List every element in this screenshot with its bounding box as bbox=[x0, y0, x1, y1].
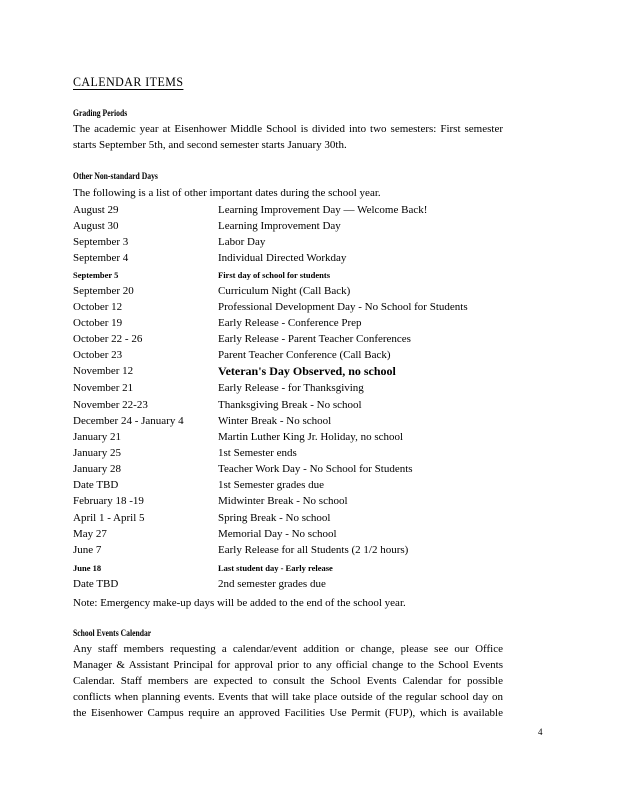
calendar-event: Martin Luther King Jr. Holiday, no school bbox=[218, 431, 404, 443]
calendar-event: Winter Break - No school bbox=[218, 415, 332, 427]
calendar-event: 2nd semester grades due bbox=[218, 578, 326, 590]
calendar-date: September 20 bbox=[73, 285, 134, 297]
school-events-line-5: the Eisenhower Campus require an approved Facilities Use Permit (FUP), which is available bbox=[73, 707, 503, 719]
calendar-row bbox=[73, 331, 493, 347]
school-events-line-2: Manager & Assistant Principal for approval prior to any official change to the School Events bbox=[73, 659, 503, 671]
calendar-date: October 12 bbox=[73, 301, 123, 313]
calendar-event: Spring Break - No school bbox=[218, 512, 331, 524]
calendar-row bbox=[73, 315, 493, 331]
calendar-date: February 18 -19 bbox=[73, 495, 144, 507]
calendar-row bbox=[73, 560, 493, 576]
calendar-event: Veteran's Day Observed, no school bbox=[218, 364, 396, 378]
calendar-date: September 5 bbox=[73, 270, 119, 280]
calendar-date: August 30 bbox=[73, 220, 119, 232]
calendar-row bbox=[73, 218, 493, 234]
calendar-row bbox=[73, 413, 493, 429]
calendar-row bbox=[73, 283, 493, 299]
calendar-row bbox=[73, 429, 493, 445]
school-events-line-1: Any staff members requesting a calendar/event addition or change, please see our Office bbox=[73, 643, 503, 655]
calendar-date: January 21 bbox=[73, 431, 121, 443]
calendar-date: October 19 bbox=[73, 317, 123, 329]
calendar-event: Thanksgiving Break - No school bbox=[218, 399, 362, 411]
calendar-event: Early Release - Conference Prep bbox=[218, 317, 362, 329]
other-days-heading: Other Non-standard Days bbox=[73, 171, 158, 181]
calendar-event: Individual Directed Workday bbox=[218, 252, 347, 264]
calendar-date: January 28 bbox=[73, 463, 121, 475]
calendar-event: Curriculum Night (Call Back) bbox=[218, 285, 351, 297]
calendar-event: First day of school for students bbox=[218, 270, 330, 280]
calendar-row bbox=[73, 202, 493, 218]
calendar-event: Labor Day bbox=[218, 236, 266, 248]
calendar-row bbox=[73, 380, 493, 396]
calendar-date: September 3 bbox=[73, 236, 129, 248]
calendar-date: May 27 bbox=[73, 528, 107, 540]
calendar-row bbox=[73, 397, 493, 413]
calendar-row bbox=[73, 461, 493, 477]
calendar-row bbox=[73, 526, 493, 542]
calendar-date: January 25 bbox=[73, 447, 121, 459]
calendar-date: September 4 bbox=[73, 252, 129, 264]
calendar-event: Parent Teacher Conference (Call Back) bbox=[218, 349, 391, 361]
calendar-row bbox=[73, 234, 493, 250]
calendar-row bbox=[73, 347, 493, 363]
calendar-row bbox=[73, 267, 493, 283]
calendar-event: 1st Semester ends bbox=[218, 447, 297, 459]
calendar-date: November 22-23 bbox=[73, 399, 148, 411]
calendar-date: June 7 bbox=[73, 544, 102, 556]
calendar-event: Learning Improvement Day — Welcome Back! bbox=[218, 204, 428, 216]
page-title: CALENDAR ITEMS bbox=[73, 74, 184, 89]
school-events-line-3: Calendar. Staff members are expected to consult the School Events Calendar for possible bbox=[73, 675, 503, 687]
calendar-event: Teacher Work Day - No School for Students bbox=[218, 463, 413, 475]
calendar-row bbox=[73, 542, 493, 558]
calendar-date: April 1 - April 5 bbox=[73, 512, 145, 524]
calendar-row bbox=[73, 477, 493, 493]
calendar-date: October 22 - 26 bbox=[73, 333, 143, 345]
grading-paragraph-line-2: starts September 5th, and second semester starts January 30th. bbox=[73, 139, 347, 151]
calendar-date: October 23 bbox=[73, 349, 123, 361]
calendar-row bbox=[73, 576, 493, 592]
calendar-event: Early Release - Parent Teacher Conferences bbox=[218, 333, 411, 345]
grading-periods-heading: Grading Periods bbox=[73, 108, 128, 118]
calendar-date: December 24 - January 4 bbox=[73, 415, 184, 427]
calendar-event: Professional Development Day - No School for Students bbox=[218, 301, 468, 313]
school-events-line-4: conflicts when planning events. Events that will take place outside of the regular school day on bbox=[73, 691, 503, 703]
calendar-row bbox=[73, 445, 493, 461]
make-up-days-note: Note: Emergency make-up days will be added to the end of the school year. bbox=[73, 597, 406, 609]
calendar-date: November 21 bbox=[73, 382, 134, 394]
calendar-date: November 12 bbox=[73, 365, 134, 377]
calendar-event: Memorial Day - No school bbox=[218, 528, 337, 540]
calendar-row bbox=[73, 299, 493, 315]
calendar-event: Midwinter Break - No school bbox=[218, 495, 348, 507]
calendar-row bbox=[73, 510, 493, 526]
calendar-date: June 18 bbox=[73, 563, 102, 573]
calendar-event: Last student day - Early release bbox=[218, 563, 333, 573]
grading-paragraph-line-1: The academic year at Eisenhower Middle School is divided into two semesters: First semester bbox=[73, 123, 503, 135]
calendar-date: August 29 bbox=[73, 204, 119, 216]
calendar-event: 1st Semester grades due bbox=[218, 479, 324, 491]
calendar-event: Early Release - for Thanksgiving bbox=[218, 382, 364, 394]
calendar-row bbox=[73, 363, 493, 379]
calendar-date: Date TBD bbox=[73, 479, 119, 491]
calendar-row bbox=[73, 493, 493, 509]
calendar-event: Early Release for all Students (2 1/2 hours) bbox=[218, 544, 409, 556]
other-days-intro: The following is a list of other important dates during the school year. bbox=[73, 187, 381, 199]
calendar-date: Date TBD bbox=[73, 578, 119, 590]
calendar-event: Learning Improvement Day bbox=[218, 220, 341, 232]
calendar-row bbox=[73, 250, 493, 266]
school-events-heading: School Events Calendar bbox=[73, 628, 152, 638]
page-number: 4 bbox=[538, 727, 543, 737]
